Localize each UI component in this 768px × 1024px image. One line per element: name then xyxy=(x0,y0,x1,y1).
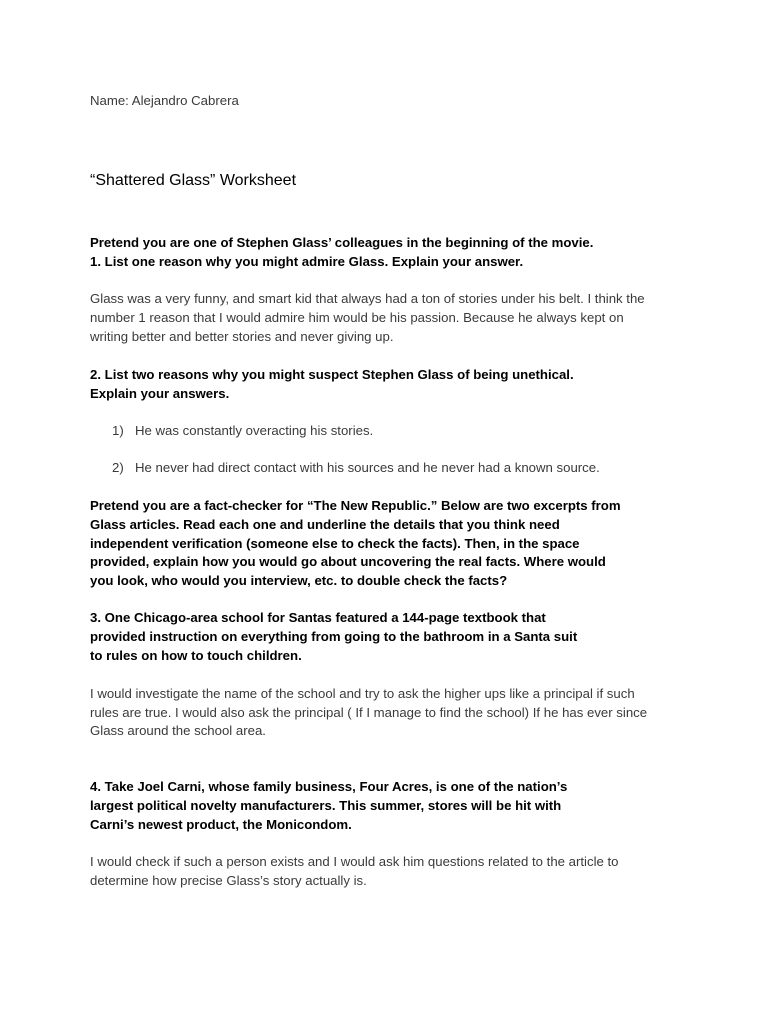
answer-4-line: determine how precise Glass’s story actually is. xyxy=(90,873,367,888)
list-item-text: He never had direct contact with his sources and he never had a known source. xyxy=(135,460,600,475)
question-3-line: 3. One Chicago-area school for Santas featured a 144-page textbook that xyxy=(90,610,546,625)
answer-3-line: I would investigate the name of the school and try to ask the higher ups like a principal if such xyxy=(90,686,635,701)
list-item xyxy=(112,459,600,478)
factcheck-instruction-line: Pretend you are a fact-checker for “The New Republic.” Below are two excerpts from xyxy=(90,498,621,513)
intro-instruction: Pretend you are one of Stephen Glass’ colleagues in the beginning of the movie. xyxy=(90,235,594,250)
answer-3-line: rules are true. I would also ask the principal ( If I manage to find the school) If he has ever since xyxy=(90,705,648,720)
question-1: 1. List one reason why you might admire Glass. Explain your answer. xyxy=(90,254,524,269)
answer-3-line: Glass around the school area. xyxy=(90,723,266,738)
question-4-line: largest political novelty manufacturers. This summer, stores will be hit with xyxy=(90,798,562,813)
list-item-text: He was constantly overacting his stories. xyxy=(135,423,374,438)
list-item-number: 2) xyxy=(112,460,124,475)
student-name: Name: Alejandro Cabrera xyxy=(90,93,239,108)
question-2-line: Explain your answers. xyxy=(90,386,230,401)
page-title: “Shattered Glass” Worksheet xyxy=(90,172,297,189)
question-3-line: provided instruction on everything from going to the bathroom in a Santa suit xyxy=(90,629,578,644)
list-item xyxy=(112,422,373,441)
answer-1-line: Glass was a very funny, and smart kid that always had a ton of stories under his belt. I think the xyxy=(90,291,645,306)
question-3-line: to rules on how to touch children. xyxy=(90,648,302,663)
answer-1-line: number 1 reason that I would admire him would be his passion. Because he always kept on xyxy=(90,310,624,325)
question-2-line: 2. List two reasons why you might suspect Stephen Glass of being unethical. xyxy=(90,367,574,382)
factcheck-instruction-line: you look, who would you interview, etc. to double check the facts? xyxy=(90,573,508,588)
factcheck-instruction-line: Glass articles. Read each one and underline the details that you think need xyxy=(90,517,560,532)
factcheck-instruction-line: provided, explain how you would go about uncovering the real facts. Where would xyxy=(90,554,606,569)
answer-1-line: writing better and better stories and never giving up. xyxy=(90,329,394,344)
answer-4-line: I would check if such a person exists and I would ask him questions related to the article to xyxy=(90,854,619,869)
question-4-line: 4. Take Joel Carni, whose family business, Four Acres, is one of the nation’s xyxy=(90,779,568,794)
question-4-line: Carni’s newest product, the Monicondom. xyxy=(90,817,352,832)
factcheck-instruction-line: independent verification (someone else to check the facts). Then, in the space xyxy=(90,536,580,551)
list-item-number: 1) xyxy=(112,423,124,438)
